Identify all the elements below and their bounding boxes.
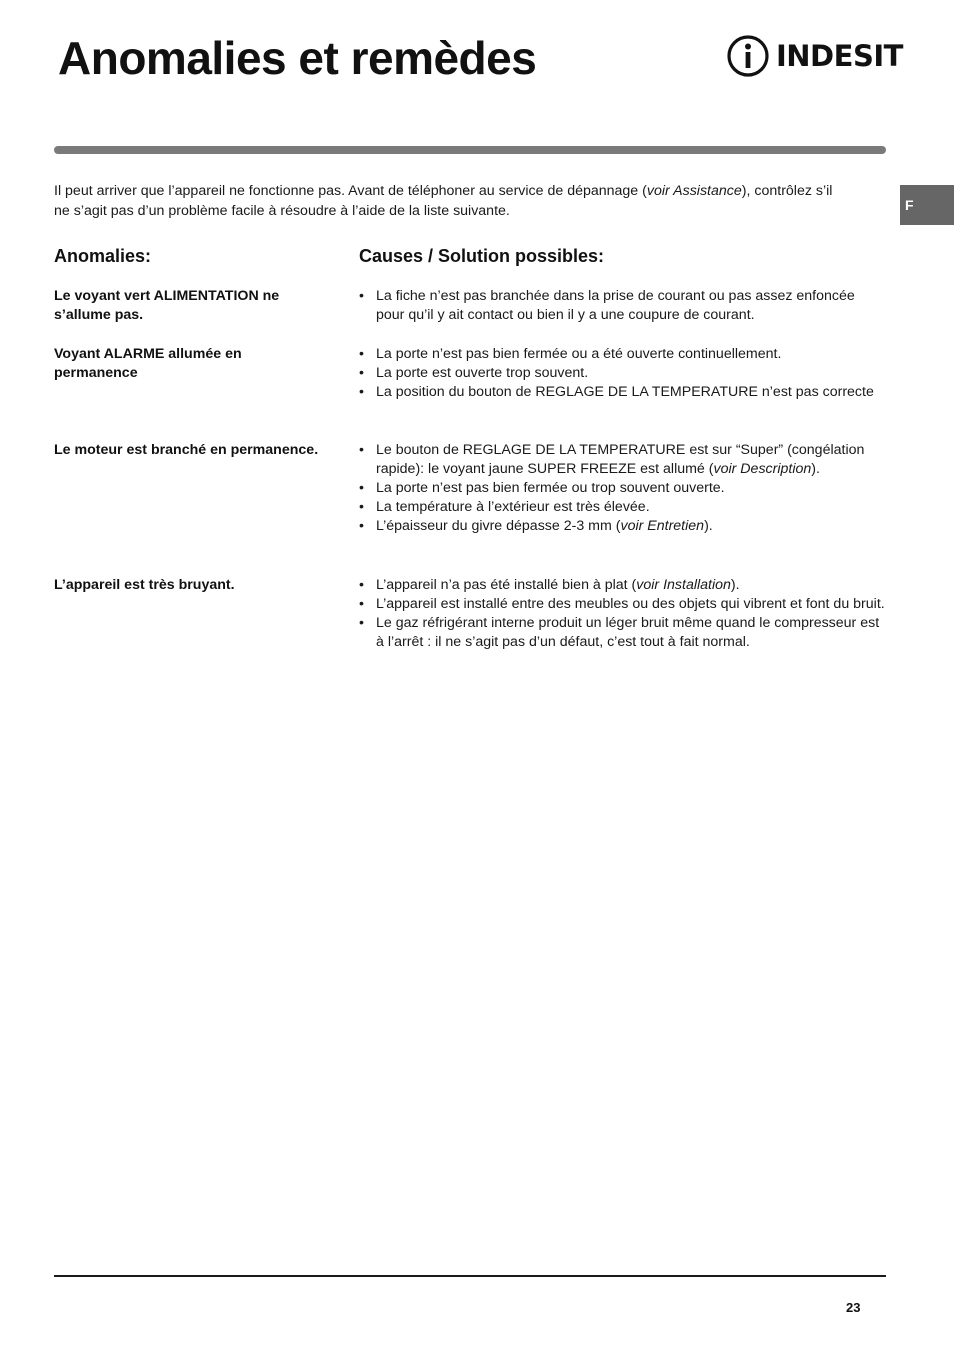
bullet-icon: • xyxy=(359,442,364,458)
cause-reference: voir Installation xyxy=(636,577,731,593)
intro-paragraph xyxy=(54,181,844,221)
cause-text: La fiche n’est pas branchée dans la prise de courant ou pas assez enfoncée pour qu’il y ait contact ou bien il y a une coupure de courant. xyxy=(376,288,855,323)
anomaly-label: Le voyant vert ALIMENTATION ne s’allume pas. xyxy=(54,288,280,323)
cause-text: La porte n’est pas bien fermée ou a été ouverte continuellement. xyxy=(376,346,782,362)
brand-name: INDESIT xyxy=(776,39,903,73)
bullet-icon: • xyxy=(359,577,364,593)
cause-text: Le gaz réfrigérant interne produit un léger bruit même quand le compresseur est à l’arrêt : il ne s’agit pas d’un défaut, c’est tout à fait normal. xyxy=(376,615,880,650)
cause-text-end: ). xyxy=(704,518,713,534)
bullet-icon: • xyxy=(359,615,364,631)
causes-list xyxy=(359,576,886,652)
intro-text: Il peut arriver que l’appareil ne fonctionne pas. Avant de téléphoner au service de dépannage ( xyxy=(54,183,647,199)
causes-list xyxy=(359,441,886,536)
cause-text-end: ). xyxy=(730,577,740,593)
indesit-logo xyxy=(726,34,903,78)
cause-text: Le bouton de REGLAGE DE LA TEMPERATURE est sur “Super” (congélation rapide): le voyant jaune SUPER FREEZE est allumé ( xyxy=(376,442,865,477)
header-divider xyxy=(54,146,886,154)
bullet-icon: • xyxy=(359,480,364,496)
anomaly-label: Voyant ALARME allumée en permanence xyxy=(54,346,242,381)
cause-item xyxy=(359,576,886,595)
intro-text-end: ), contrôlez s’il ne s’agit pas d’un problème facile à résoudre à l’aide de la liste suivante. xyxy=(54,183,833,219)
cause-item xyxy=(359,345,886,364)
anomaly-label: Le moteur est branché en permanence. xyxy=(54,442,319,458)
causes-list xyxy=(359,345,886,402)
bullet-icon: • xyxy=(359,499,364,515)
cause-item xyxy=(359,441,886,479)
cause-reference: voir Entretien xyxy=(620,518,705,534)
cause-item xyxy=(359,517,886,536)
causes-header: Causes / Solution possibles: xyxy=(359,246,605,266)
cause-item xyxy=(359,595,886,614)
cause-item xyxy=(359,479,886,498)
cause-item xyxy=(359,383,886,402)
language-tab: F xyxy=(900,185,954,225)
bullet-icon: • xyxy=(359,346,364,362)
cause-reference: voir Description xyxy=(713,461,812,477)
cause-item xyxy=(359,364,886,383)
page-number: 23 xyxy=(846,1300,861,1315)
cause-text: La position du bouton de REGLAGE DE LA TEMPERATURE n’est pas correcte xyxy=(376,384,874,400)
cause-item xyxy=(359,287,886,325)
cause-text: L’appareil est installé entre des meubles ou des objets qui vibrent et font du bruit. xyxy=(376,596,885,612)
indesit-i-icon xyxy=(726,34,770,78)
intro-reference: voir Assistance xyxy=(646,183,742,199)
cause-text-end: ). xyxy=(811,461,820,477)
bullet-icon: • xyxy=(359,596,364,612)
footer-divider xyxy=(54,1275,886,1277)
cause-text: L’épaisseur du givre dépasse 2-3 mm ( xyxy=(376,518,621,534)
cause-item xyxy=(359,498,886,517)
anomalies-header: Anomalies: xyxy=(54,246,152,266)
anomaly-label: L’appareil est très bruyant. xyxy=(54,577,235,593)
cause-text: La porte n’est pas bien fermée ou trop souvent ouverte. xyxy=(376,480,725,496)
page-title: Anomalies et remèdes xyxy=(58,32,537,84)
cause-item xyxy=(359,614,886,652)
cause-text: La porte est ouverte trop souvent. xyxy=(376,365,589,381)
cause-text: L’appareil n’a pas été installé bien à plat ( xyxy=(376,577,637,593)
causes-list xyxy=(359,287,886,325)
bullet-icon: • xyxy=(359,384,364,400)
cause-text: La température à l’extérieur est très élevée. xyxy=(376,499,650,515)
bullet-icon: • xyxy=(359,365,364,381)
bullet-icon: • xyxy=(359,518,364,534)
bullet-icon: • xyxy=(359,288,364,304)
